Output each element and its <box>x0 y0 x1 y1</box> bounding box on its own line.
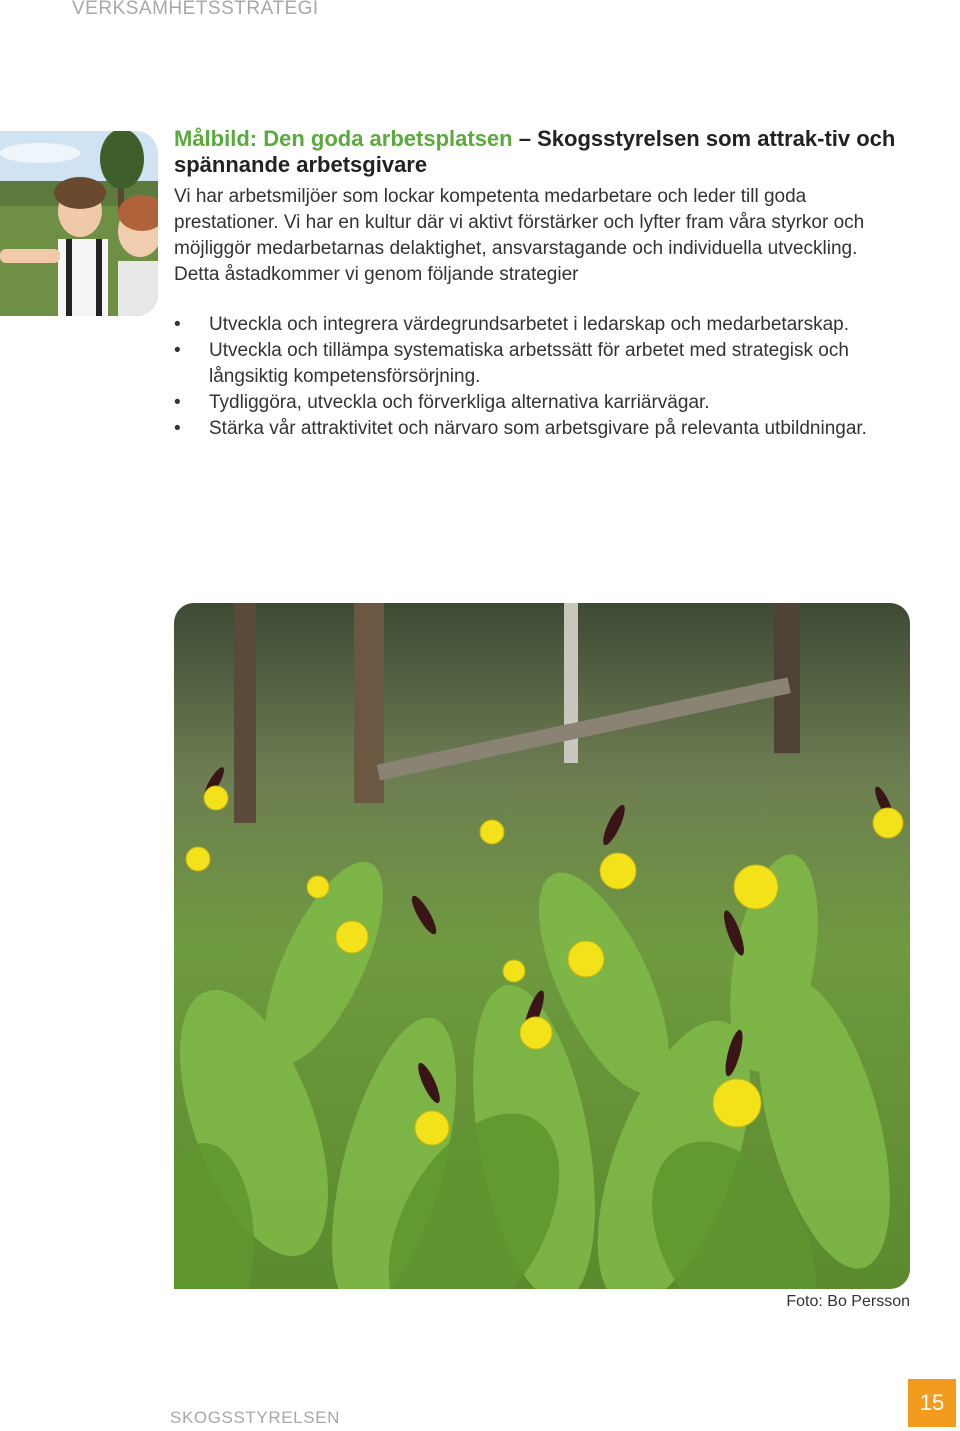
list-item-text: Stärka vår attraktivitet och närvaro som arbetsgivare på relevanta utbildningar. <box>209 418 867 439</box>
bullet: • <box>174 392 181 413</box>
heading-dash: – <box>518 126 531 151</box>
photo-lady-slipper-orchids <box>174 603 910 1289</box>
bullet: • <box>174 314 181 335</box>
lead-in-paragraph: Detta åstadkommer vi genom följande strategier <box>174 264 579 285</box>
bullet: • <box>174 340 181 361</box>
goal-subtitle: Skogsstyrelsen som attrak-tiv och spännande arbetsgivare <box>174 126 896 177</box>
footer-brand: SKOGSSTYRELSEN <box>170 1408 340 1427</box>
list-item-text: Utveckla och integrera värdegrundsarbetet i ledarskap och medarbetarskap. <box>209 314 850 335</box>
list-item-text: Tydliggöra, utveckla och förverkliga alternativa karriärvägar. <box>209 392 710 413</box>
list-item-text: Utveckla och tillämpa systematiska arbetssätt för arbetet med strategisk och långsiktig kompetensförsörjning. <box>209 340 849 387</box>
photo-colleagues-outdoors <box>0 131 158 316</box>
photo-credit: Foto: Bo Persson <box>786 1293 910 1310</box>
list-item <box>174 390 910 416</box>
page-number-badge: 15 <box>908 1379 956 1427</box>
intro-paragraph: Vi har arbetsmiljöer som lockar kompetenta medarbetare och leder till goda prestationer. Vi har en kultur där vi aktivt förstärker och lyfter fram våra styrkor och möjliggör medarbetarnas delaktighet, ansvarstagande och individuella utveckling. <box>174 186 865 259</box>
bullet: • <box>174 418 181 439</box>
list-item <box>174 416 910 442</box>
section-heading <box>174 126 910 178</box>
list-item <box>174 338 910 390</box>
goal-title: Målbild: Den goda arbetsplatsen <box>174 126 513 151</box>
list-item <box>174 312 910 338</box>
strategy-section <box>174 126 910 442</box>
strategy-list <box>174 312 910 442</box>
running-head: VERKSAMHETSSTRATEGI <box>72 0 319 19</box>
